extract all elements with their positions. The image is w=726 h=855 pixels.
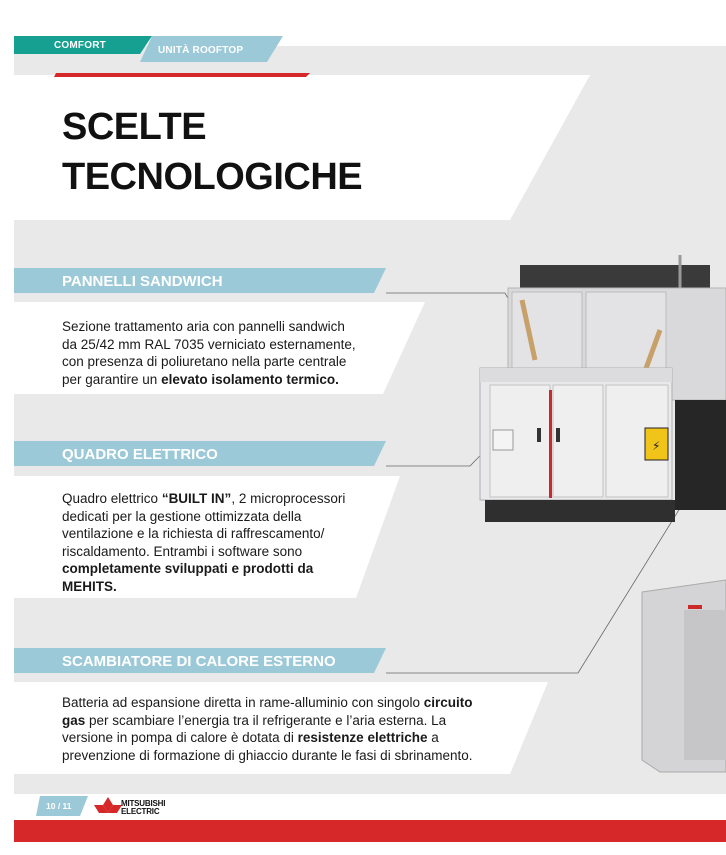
section-text-scambiatore [62,694,472,764]
text-line: riscaldamento. Entrambi i software sono [62,543,303,559]
section-text-quadro [62,490,345,595]
section-label-quadro: QUADRO ELETTRICO [62,446,218,463]
text-span: Batteria ad espansione diretta in rame-alluminio con singolo [62,695,424,710]
tag-rooftop: UNITÀ ROOFTOP [158,45,244,56]
text-line [62,694,472,712]
text-bold: gas [62,712,86,728]
brand-line-1: MITSUBISHI [121,799,166,808]
text-span: a [427,730,439,745]
page-number: 10 / 11 [46,801,72,811]
text-span: , 2 microprocessori [231,491,346,506]
text-line [62,371,356,389]
brand-line-2: ELECTRIC [121,807,160,816]
text-bold: elevato isolamento termico. [161,371,339,387]
title-line-1: SCELTE [62,106,207,148]
text-line: da 25/42 mm RAL 7035 verniciato esternamente, [62,336,356,352]
text-line: con presenza di poliuretano nella parte centrale [62,354,347,369]
footer-red-bar [14,820,726,842]
text-bold: resistenze elettriche [297,730,428,745]
text-line [62,712,472,730]
text-bold: circuito [423,695,473,710]
text-line: ventilazione e la richiesta di raffrescamento/ [62,526,325,541]
text-line: dedicati per la gestione ottimizzata della [62,508,302,524]
text-span: Quadro elettrico [62,491,162,506]
text-span: versione in pompa di calore è dotata di [62,730,298,745]
title-line-2: TECNOLOGICHE [62,156,363,198]
page-title [62,102,362,202]
text-line [62,578,345,596]
section-label-scambiatore: SCAMBIATORE DI CALORE ESTERNO [62,653,336,670]
svg-text:⚡: ⚡ [652,439,661,453]
brand-name [121,800,165,816]
section-text-pannelli [62,318,356,388]
text-line [62,729,472,747]
text-span: per garantire un [62,371,162,387]
section-label-pannelli: PANNELLI SANDWICH [62,273,223,290]
text-line: Sezione trattamento aria con pannelli sandwich [62,319,345,334]
text-bold: “BUILT IN” [161,491,232,506]
text-bold: MEHITS. [62,578,117,594]
text-line: prevenzione di formazione di ghiaccio durante le fasi di sbrinamento. [62,747,473,763]
red-accent-line [54,73,310,77]
text-span: per scambiare l’energia tra il refrigerante e l’aria esterna. La [85,712,447,728]
text-line [62,560,345,578]
text-bold: completamente sviluppati e prodotti da [62,561,314,576]
text-line [62,490,345,508]
tag-comfort: COMFORT [54,40,106,51]
